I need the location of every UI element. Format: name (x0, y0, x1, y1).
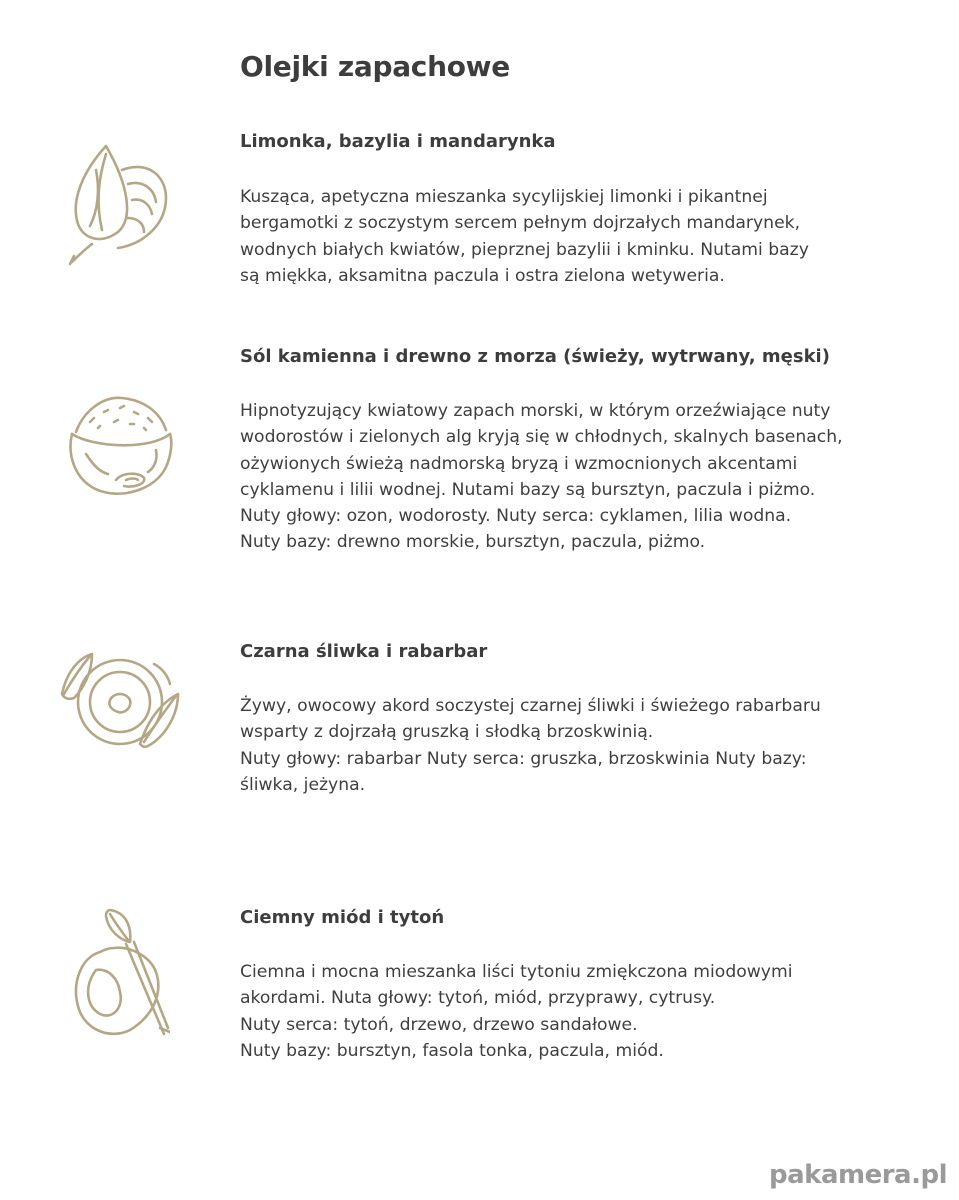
text-line: Nuty głowy: ozon, wodorosty. Nuty serca: cyklamen, lilia wodna. (240, 506, 792, 527)
leaf-seed-icon (62, 140, 177, 268)
text-line: wodnych białych kwiatów, pieprznej bazylii i kminku. Nutami bazy (240, 239, 809, 260)
text-line: Nuty głowy: rabarbar Nuty serca: gruszka, brzoskwinia Nuty bazy: (240, 748, 807, 769)
section-body (240, 184, 880, 289)
section-heading: Limonka, bazylia i mandarynka (240, 131, 556, 152)
text-line: Ciemna i mocna mieszanka liści tytoniu zmiękczona miodowymi (240, 962, 793, 982)
text-line: akordami. Nuta głowy: tytoń, miód, przyprawy, cytrusy. (240, 988, 716, 1009)
section-heading: Ciemny miód i tytoń (240, 907, 445, 928)
text-line: Hipnotyzujący kwiatowy zapach morski, w którym orzeźwiające nuty (240, 401, 831, 421)
plum-leaves-icon (58, 650, 182, 754)
text-line: bergamotki z soczystym sercem pełnym dojrzałych mandarynek, (240, 213, 801, 234)
salt-bowl-icon (64, 388, 180, 502)
section-body (240, 398, 880, 556)
text-line: wsparty z dojrzałą gruszką i słodką brzoskwinią. (240, 722, 654, 743)
text-line: cyklamenu i lilii wodnej. Nutami bazy są bursztyn, paczula i piżmo. (240, 479, 816, 500)
section-body (240, 959, 880, 1064)
section-body (240, 693, 880, 798)
section-heading: Sól kamienna i drewno z morza (świeży, wytrwany, męski) (240, 346, 830, 367)
text-line: Żywy, owocowy akord soczystej czarnej śliwki i świeżego rabarbaru (240, 696, 821, 716)
text-line: ożywionych świeżą nadmorską bryzą i wzmocnionych akcentami (240, 453, 798, 474)
text-line: Nuty serca: tytoń, drzewo, drzewo sandałowe. (240, 1014, 638, 1035)
text-line: są miękka, aksamitna paczula i ostra zielona wetyweria. (240, 265, 725, 286)
text-line: Nuty bazy: drewno morskie, bursztyn, paczula, piżmo. (240, 532, 706, 553)
watermark: pakamera.pl (769, 1160, 947, 1190)
page-title: Olejki zapachowe (240, 50, 510, 83)
text-line: Nuty bazy: bursztyn, fasola tonka, paczula, miód. (240, 1040, 664, 1061)
text-line: śliwka, jeżyna. (240, 774, 366, 795)
text-line: Kusząca, apetyczna mieszanka sycylijskiej limonki i pikantnej (240, 187, 768, 207)
text-line: wodorostów i zielonych alg kryją się w chłodnych, skalnych basenach, (240, 427, 843, 448)
section-heading: Czarna śliwka i rabarbar (240, 641, 488, 662)
fruit-leaf-stick-icon (70, 906, 170, 1042)
